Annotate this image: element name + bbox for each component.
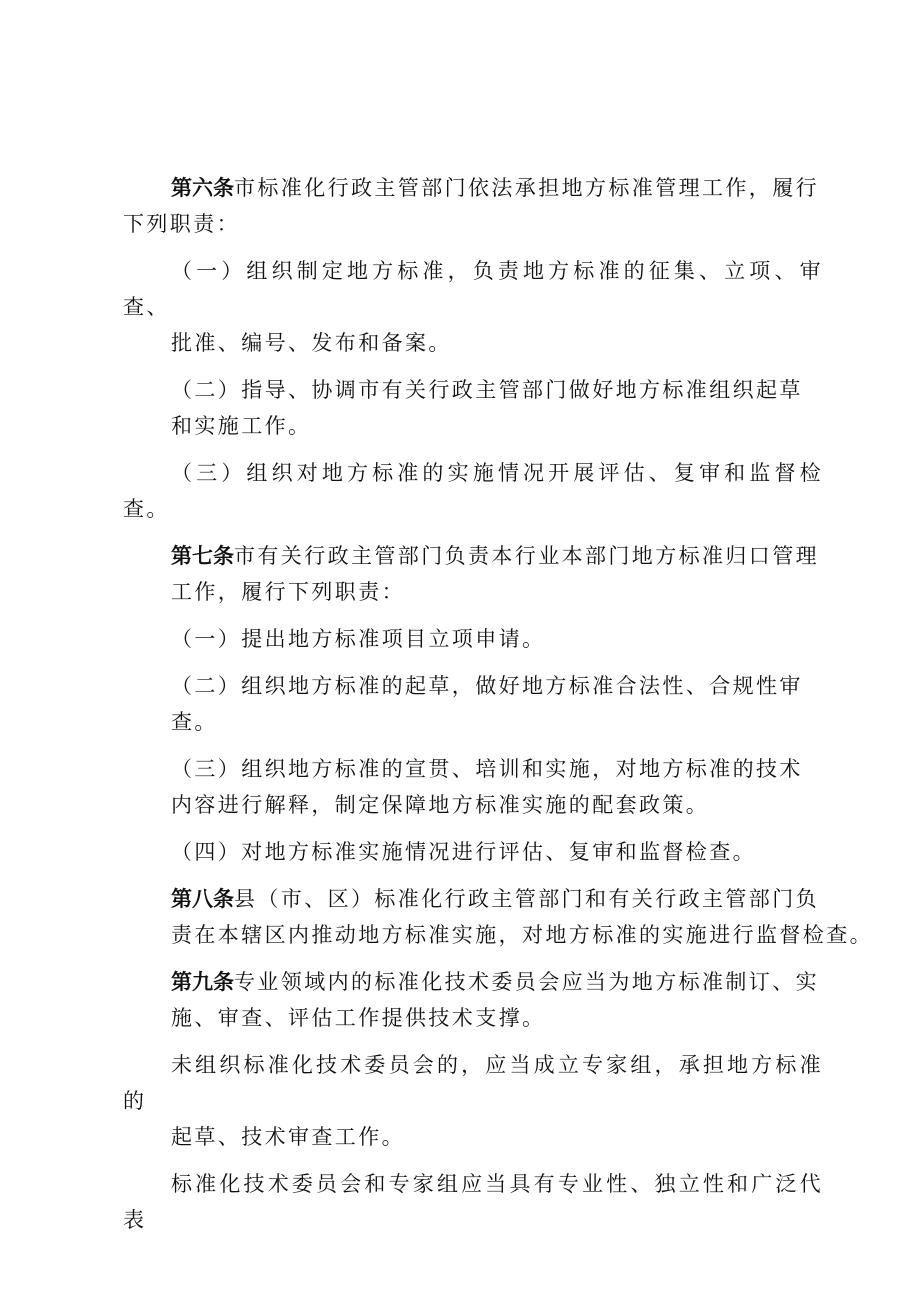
- article-text: 施、审查、评估工作提供技术支撑。: [171, 1006, 546, 1030]
- article-6-item-1: [123, 253, 823, 361]
- document-page: [123, 170, 873, 1249]
- article-number: 第九条: [171, 970, 234, 994]
- article-text: 县（市、区）标准化行政主管部门和有关行政主管部门负: [234, 887, 819, 911]
- article-6-item-2: [123, 372, 823, 444]
- article-7-item-3: [123, 751, 823, 823]
- item-text: 查。: [171, 710, 218, 734]
- paragraph-text: 未组织标准化技术委员会的，应当成立专家组，承担地方标准的: [123, 1053, 823, 1113]
- item-text: （二）指导、协调市有关行政主管部门做好地方标准组织起草: [171, 378, 803, 402]
- article-9: [123, 964, 823, 1036]
- item-text: （一）组织制定地方标准，负责地方标准的征集、立项、审查、: [123, 259, 823, 319]
- article-text: 市标准化行政主管部门依法承担地方标准管理工作，履行: [234, 176, 819, 200]
- article-text: 专业领域内的标准化技术委员会应当为地方标准制订、实: [234, 970, 819, 994]
- article-text: 责在本辖区内推动地方标准实施，对地方标准的实施进行监督检查。: [171, 923, 873, 947]
- article-7-item-2: [123, 668, 823, 740]
- article-text: 下列职责：: [123, 212, 240, 236]
- item-text: （四）对地方标准实施情况进行评估、复审和监督检查。: [171, 840, 756, 864]
- article-9-paragraph-2: [123, 1047, 823, 1155]
- item-text: 内容进行解释，制定保障地方标准实施的配套政策。: [171, 793, 710, 817]
- article-8: [123, 881, 873, 953]
- paragraph-text: 起草、技术审查工作。: [171, 1125, 405, 1149]
- paragraph-text: 标准化技术委员会和专家组应当具有专业性、独立性和广泛代表: [123, 1172, 823, 1232]
- article-6-item-3: [123, 455, 823, 527]
- item-text: （三）组织地方标准的宣贯、培训和实施，对地方标准的技术: [171, 757, 803, 781]
- item-text: 批准、编号、发布和备案。: [171, 331, 452, 355]
- article-7-item-4: [123, 834, 823, 870]
- article-text: 市有关行政主管部门负责本行业本部门地方标准归口管理: [234, 544, 819, 568]
- item-text: （三）组织对地方标准的实施情况开展评估、复审和监督检查。: [123, 461, 823, 521]
- article-7: [123, 538, 823, 610]
- article-text: 工作，履行下列职责：: [171, 580, 405, 604]
- article-number: 第六条: [171, 176, 234, 200]
- item-text: 和实施工作。: [171, 414, 312, 438]
- article-6: [123, 170, 823, 242]
- item-text: （二）组织地方标准的起草，做好地方标准合法性、合规性审: [171, 674, 803, 698]
- article-9-paragraph-3: [123, 1166, 823, 1238]
- item-text: （一）提出地方标准项目立项申请。: [171, 627, 546, 651]
- article-7-item-1: [123, 621, 823, 657]
- article-number: 第八条: [171, 887, 234, 911]
- article-number: 第七条: [171, 544, 234, 568]
